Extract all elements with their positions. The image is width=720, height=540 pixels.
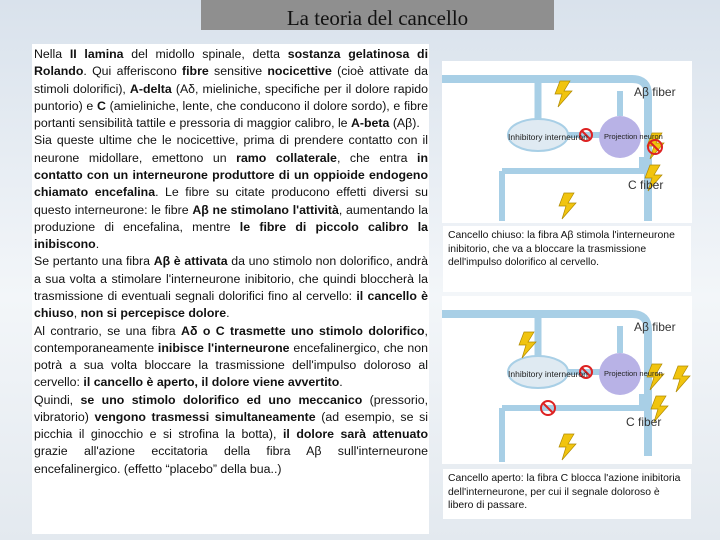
main-text-body <box>32 44 429 534</box>
text-run: le fibre di piccolo calibro la inibiscono <box>34 219 429 252</box>
inhibitory-label: Inhibitory interneuron <box>508 369 588 379</box>
text-run: del midollo spinale, detta <box>123 47 288 61</box>
text-run: , <box>73 306 81 321</box>
text-run: A-beta <box>350 116 390 131</box>
caption-gate-closed: Cancello chiuso: la fibra Aβ stimola l'interneurone inibitorio, che va a bloccare la trasmissione dell'impulso dolorifico al cervello. <box>443 226 691 292</box>
text-run: Nella <box>34 47 70 61</box>
spark-icon <box>519 332 536 358</box>
text-run: (Aβ). <box>389 116 420 131</box>
text-run: Al contrario, se una fibra <box>34 323 182 338</box>
text-run: non si percepisce dolore <box>80 306 227 321</box>
text-run: il cancello è aperto, il dolore viene avvertito <box>83 375 340 390</box>
text-run: (amieliniche, lente, che conducono il dolore sordo), e fibre portanti sensibilità tattile e pressoria di maggior calibro, le <box>34 98 428 131</box>
c-fiber-label: C fiber <box>628 178 664 192</box>
text-run: in contatto con un interneurone produttore di un oppioide endogeno chiamato encefalina <box>34 150 428 200</box>
text-run: A-delta <box>129 81 172 96</box>
spark-icon <box>555 81 572 107</box>
text-run: grazie all'azione eccitatoria della fibra Aβ sull'interneurone encefalinergico. (effetto “placebo” della bua..) <box>34 444 428 476</box>
abeta-label: Aβ fiber <box>634 85 676 99</box>
text-run: . Le fibre su citate producono effetti diversi su questo interneurone: le fibre <box>34 185 428 217</box>
text-run: sostanza gelatinosa di Rolando <box>34 47 428 79</box>
text-run: se uno stimolo dolorifico ed uno meccanico <box>80 392 363 407</box>
c-fiber-label: C fiber <box>626 415 662 429</box>
text-run: il dolore sarà attenuato <box>282 427 429 442</box>
text-run: . Qui afferiscono <box>83 64 183 79</box>
text-run: (ad esempio, se si picchia il ginocchio e si strofina la botta), <box>34 409 428 442</box>
text-run: Se pertanto una fibra <box>34 254 154 269</box>
c-fiber-path <box>502 157 642 171</box>
text-run: II lamina <box>69 47 124 61</box>
text-run: vengono trasmessi simultaneamente <box>94 409 316 424</box>
abeta-label: Aβ fiber <box>634 320 676 334</box>
projection-label: Projection neuron <box>604 369 663 378</box>
text-run: , aumentando la produzione di encefalina, mentre <box>34 202 428 234</box>
text-run: sensitive <box>208 64 268 79</box>
text-run: , contemporaneamente <box>34 323 428 355</box>
text-run: da uno stimolo non dolorifico, andrà a sua volta a stimolare l'interneurone inibitorio, che quindi bloccherà la trasmissione di eventuali segnali dolorifici fino al cervello: <box>34 254 428 303</box>
text-run: Aδ o C trasmette uno stimolo dolorifico <box>181 323 425 338</box>
text-run: encefalinergico, che non potrà a sua volta bloccare la trasmissione dell'impulso doloroso al cervello: <box>34 340 428 390</box>
text-run: fibre <box>182 64 209 79</box>
gate-closed-diagram <box>442 61 692 223</box>
text-run: Quindi, <box>34 392 81 407</box>
projection-label: Projection neuron <box>604 132 663 141</box>
text-run: Aβ è attivata <box>153 254 228 269</box>
slide-title: La teoria del cancello <box>201 0 554 30</box>
text-run: nocicettive <box>267 64 332 79</box>
caption-gate-open: Cancello aperto: la fibra C blocca l'azione inibitoria dell'interneurone, per cui il segnale doloroso è libero di passare. <box>443 469 691 519</box>
spark-icon <box>673 366 690 392</box>
text-run: . <box>95 237 100 252</box>
text-run: ramo collaterale <box>236 150 337 165</box>
spark-icon <box>559 434 576 460</box>
text-run: Sia queste ultime che le nocicettive, prima di prendere contatto con il neurone midollare, emettono un <box>34 133 428 165</box>
text-run: il cancello è chiuso <box>34 288 429 321</box>
text-run: Aβ ne stimolano l'attività <box>192 202 339 217</box>
text-run: (Aδ, mieliniche, specifiche per il dolore rapido puntorio) e <box>34 81 428 113</box>
text-run: C <box>96 98 106 113</box>
text-run: (pressorio, vibratorio) <box>34 392 428 424</box>
text-run: . <box>226 306 230 321</box>
text-run: . <box>339 375 343 390</box>
text-run: (cioè attivate da stimoli dolorifici), <box>34 64 428 96</box>
inhibitory-label: Inhibitory interneuron <box>508 132 588 142</box>
spark-icon <box>559 193 576 219</box>
gate-open-diagram <box>442 296 692 464</box>
text-run: , che entra <box>336 150 418 165</box>
text-run: inibisce l'interneurone <box>157 340 290 355</box>
